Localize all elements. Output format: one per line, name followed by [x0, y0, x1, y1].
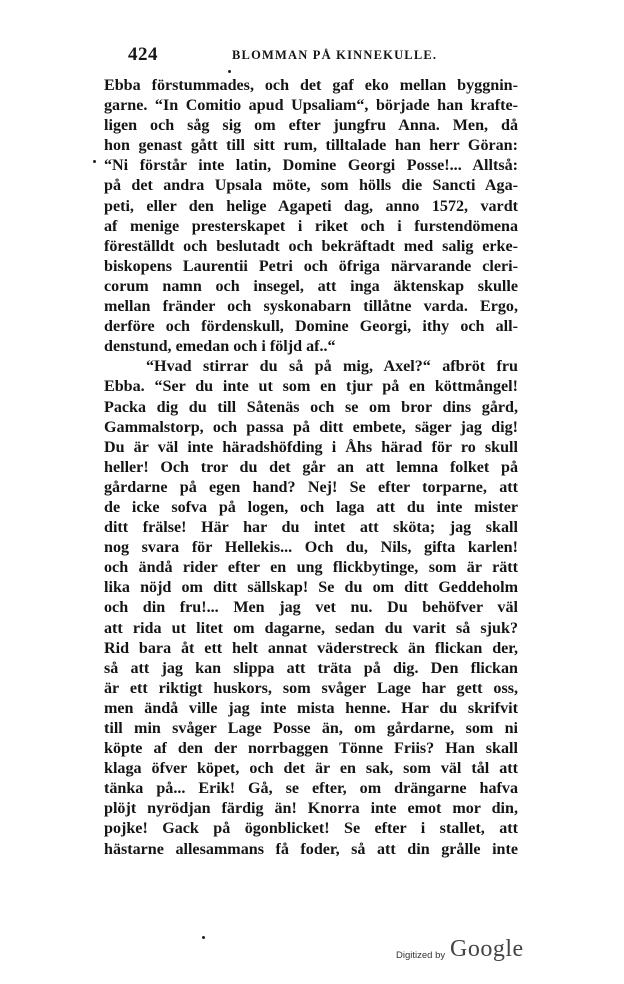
- text-line: föreställdt och beslutadt och bekräftadt med salig erke-: [104, 237, 518, 255]
- text-line: denstund, emedan och i följd af..“: [104, 338, 336, 356]
- ink-speck: [228, 70, 231, 73]
- digitization-watermark: [390, 930, 540, 964]
- text-line-paragraph-start: “Hvad stirrar du så på mig, Axel?“ afbröt fru: [146, 358, 518, 376]
- text-line: corum namn och insegel, att inga äktenskap skulle: [104, 277, 518, 295]
- google-logo: Google: [450, 936, 524, 962]
- text-line: ligen och såg sig om efter jungfru Anna. Men, då: [104, 117, 518, 135]
- text-line: och ändå rider efter en ung flickbytinge, som är rätt: [104, 559, 518, 577]
- text-line: och din fru!... Men jag vet nu. Du behöfver väl: [104, 599, 518, 617]
- text-line: heller! Och tror du det går an att lemna folket på: [104, 458, 518, 476]
- page-number: 424: [128, 44, 158, 65]
- text-line: tänka på... Erik! Gå, se efter, om drängarne hafva: [104, 780, 518, 798]
- text-line: till min svåger Lage Posse än, om gårdarne, som ni: [104, 720, 518, 737]
- text-line: hästarne allesammans få foder, så att din grålle inte: [104, 840, 518, 858]
- text-line: men ändå ville jag inte mista henne. Har du skrifvit: [104, 699, 518, 717]
- ink-speck: [93, 160, 96, 163]
- text-line: peti, eller den helige Agapeti dag, anno 1572, vardt: [104, 197, 518, 215]
- text-line: plöjt nyrödjan färdig än! Knorra inte emot mor din,: [104, 800, 518, 818]
- text-line: Ebba förstummades, och det gaf eko mellan byggnin-: [104, 77, 518, 94]
- text-line: köpte af den der norrbaggen Tönne Friis? Han skall: [104, 740, 518, 758]
- text-line: “Ni förstår inte latin, Domine Georgi Posse!... Alltså:: [104, 157, 518, 175]
- text-line: Du är väl inte häradshöfding i Åhs härad för ro skull: [104, 438, 518, 456]
- text-line: är ett riktigt huskors, som svåger Lage har gett oss,: [104, 679, 518, 697]
- text-line: Rid bara åt ett helt annat väderstreck än flickan der,: [104, 639, 518, 657]
- running-title: BLOMMAN PÅ KINNEKULLE.: [232, 48, 438, 62]
- digitized-by-label: Digitized by: [396, 950, 446, 961]
- text-line: nog svara för Hellekis... Och du, Nils, gifta karlen!: [104, 539, 518, 557]
- text-line: hon genast gått till sitt rum, tilltalade han herr Göran:: [104, 137, 518, 155]
- ink-speck: [202, 936, 205, 939]
- text-line: gårdarne på egen hand? Nej! Se efter torparne, att: [104, 478, 518, 496]
- text-line: ditt frälse! Här har du intet att sköta; jag skall: [104, 519, 518, 537]
- text-line: så att jag kan slippa att träta på dig. Den flickan: [104, 659, 518, 677]
- text-line: på det andra Upsala möte, som hölls die Sancti Aga-: [104, 177, 518, 195]
- text-line: Packa dig du till Såtenäs och se om bror dins gård,: [104, 398, 518, 416]
- page-header: [128, 44, 518, 66]
- text-line: garne. “In Comitio apud Upsaliam“, började han krafte-: [104, 97, 518, 115]
- text-line: klaga öfver köpet, och det är en sak, som väl tål att: [104, 760, 518, 778]
- text-line: Ebba. “Ser du inte ut som en tjur på en köttmångel!: [104, 378, 518, 396]
- text-line: mellan fränder och syskonabarn tillåtne varda. Ergo,: [104, 298, 518, 316]
- text-line: biskopens Laurentii Petri och öfriga närvarande cleri-: [104, 257, 518, 275]
- text-line: de icke sofva på logen, och laga att du inte mister: [104, 498, 518, 516]
- text-line: derföre och fördenskull, Domine Georgi, ithy och all-: [104, 318, 518, 336]
- text-line: lika nöjd om ditt sällskap! Se du om ditt Geddeholm: [104, 579, 518, 597]
- text-line: af menige presterskapet i riket och i furstendömena: [104, 217, 518, 235]
- text-line: pojke! Gack på ögonblicket! Se efter i stallet, att: [104, 820, 518, 838]
- text-line: Gammalstorp, och passa på ditt embete, säger jag dig!: [104, 418, 518, 436]
- text-line: att rida ut litet om dagarne, sedan du varit så sjuk?: [104, 619, 518, 637]
- body-text: [104, 76, 518, 860]
